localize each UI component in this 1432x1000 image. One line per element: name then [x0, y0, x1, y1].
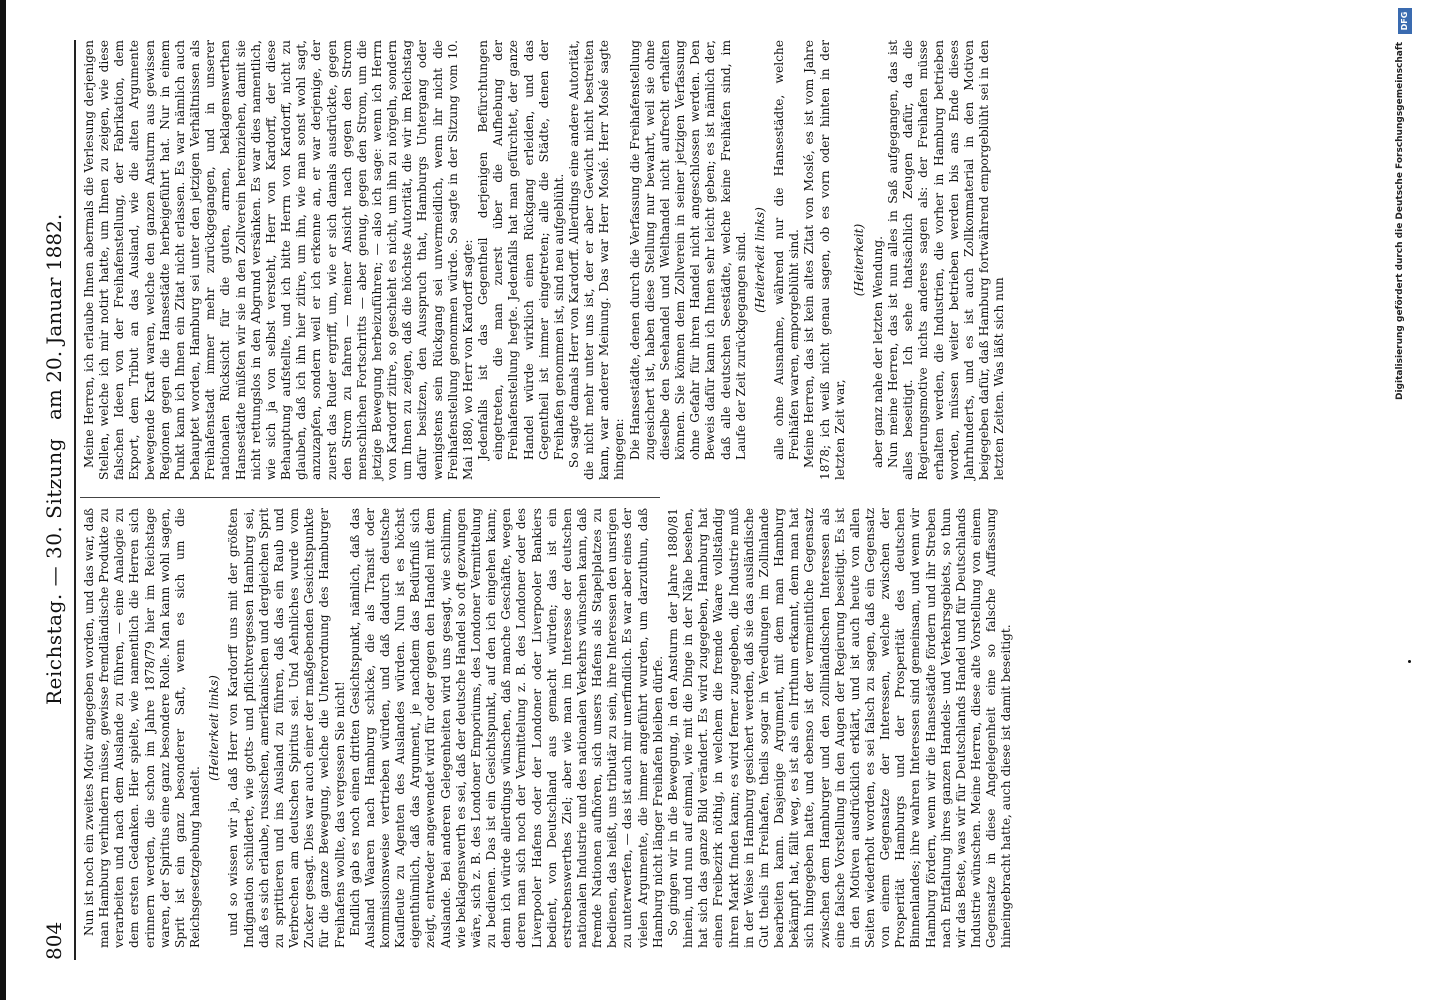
paragraph: aber ganz nahe der letzten Wendung. [870, 236, 885, 468]
right-column [82, 40, 1007, 480]
paragraph: Meine Herren, das ist kein altes Zitat von Moslé, es ist vom Jahre 1878; ich weiß nicht genau sagen, ob es vorn oder hinten in der letzten Zeit war, [802, 40, 847, 480]
paragraph: So sagte damals Herr von Kardorff. Allerdings eine andere Autorität, die nicht mehr unter uns ist, der er aber Gewicht nicht bestreiten kann, war anderer Meinung. Das war Herr Moslé. Herr Moslé sagte hingegen: [567, 40, 627, 480]
quoted-paragraph: Die Hansestädte, denen durch die Verfassung die Freihafenstellung zugesichert ist, haben diese Stellung nur bewahrt, weil sie ohne dieselbe den Seehandel und Welthandel nicht aufrecht erhalten können. Sie können dem Zollverein in seiner jetzigen Verfassung ohne Gefahr für ihren Handel nicht angeschlossen werden. Den Beweis dafür kann ich Ihnen sehr leicht geben; es ist nämlich der, daß alle deutschen Seestädte, welche keine Freihäfen sind, im Laufe der Zeit zurückgegangen sind. [627, 40, 748, 460]
session-date: am 20. Januar 1882. [42, 213, 66, 420]
left-column [82, 508, 1015, 948]
page-number: 804 [42, 921, 66, 960]
paragraph: Nun ist noch ein zweites Motiv angegeben worden, und das war, daß man Hamburg verhindern müsse, gewisse fremdländische Produkte zu verarbeiten und nach dem Auslande zu führen, — eine Analogie zu dem ersten Gedanken. Hier spielte, wie namentlich die Herren sich erinnern werden, die schon im Jahre 1878/79 hier im Reichstage waren, der Spiritus eine ganz besondere Rolle. Man kann wohl sagen, Sprit ist ein ganz besonderer Saft, wenn es sich um die Reichsgesetzgebung handelt. [82, 508, 203, 948]
paragraph: So gingen wir in die Bewegung, in den Ansturm der Jahre 1880/81 hinein, und nun auf einmal, wie mit die Dinge in der Nähe besehen, hat sich das ganze Bild verändert. Es wird zugegeben, Hamburg hat einen Freibezirk nöthig, in welchem die fremde Waare vollständig ihren Markt finden kann; es wird ferner zugegeben, die Industrie muß in der Weise in Hamburg gesichert werden, daß sie das ausländische Gut theils im Freihafen, theils sogar in Veredlungen im Zollinlande bearbeiten kann. Dasjenige Argument, mit dem man Hamburg bekämpft hat, fällt weg, es ist als ein Irrthum erkannt, denn man hat sich hingegeben hatte, und ebenso ist der vermeintliche Gegensatz zwischen dem Hamburger und den zollinländischen Interessen als eine falsche Vorstellung in den Augen der Regierung beseitigt. Es ist in den Motiven ausdrücklich erklärt, und ist auch heute von allen Seiten wiederholt worden, es sei falsch zu sagen, daß ein Gegensatz von einem Gegensatze der Interessen, welche zwischen der Prosperität Hamburgs und der Prosperität des deutschen Binnenlandes; ihre wahren Interessen sind gemeinsam, und wenn wir Hamburg fördern, wenn wir die Hansestädte fördern und ihr Streben nach Entfaltung ihres ganzen Handels- und Verkehrsgebiets, so thun wir das Beste, was wir für Deutschlands Handel und für Deutschlands Industrie wünschen. Meine Herren, diese alte Vorstellung von einem Gegensatze in diese Angelegenheit eine so falsche Auffassung hineingebracht hatte, auch diese ist damit beseitigt. [665, 508, 1014, 948]
column-divider [80, 497, 660, 498]
paragraph: Endlich gab es noch einen dritten Gesichtspunkt, nämlich, daß das Ausland Waaren nach Hamburg schicke, die als Transit oder kommissionsweise vertrieben würden, und daß dadurch deutsche Kaufleute zu Agenten des Auslandes würden. Nun ist es höchst eigenthümlich, daß das Argument, je nachdem das Bedürfniß sich zeigt, entweder angewendet wird für oder gegen den Handel mit dem Auslande. Bei anderen Gelegenheiten wird uns gesagt, wie schlimm, wie beklagenswerth es sei, daß der deutsche Handel so oft gezwungen wäre, sich z. B. des Londoner Emporiums, des Londoner Vermittelung zu bedienen. Das ist ein Gesichtspunkt, auf den ich eingehen kann; denn ich würde allerdings wünschen, daß manche Geschäfte, wegen deren man sich noch der Vermittelung z. B. des Londoner oder des Liverpooler Hafens oder der Londoner oder Liverpooler Bankiers bedient, von Deutschland aus gemacht würden; das ist ein erstrebenswerthes Ziel; aber wie man im Interesse der deutschen nationalen Industrie und des nationalen Verkehrs wünschen kann, daß fremde Nationen aufhören, sich unsers Hafens als Stapelplatzes zu bedienen, das heißt, uns tributär zu sein, ihre Interessen den unsrigen zu unterwerfen, — das ist auch mir unerfindlich. Es war aber eines der vielen Argumente, die immer angeführt wurden, um darzuthun, daß Hamburg nicht länger Freihafen bleiben dürfe. [347, 508, 665, 948]
scan-edge [0, 0, 6, 1000]
dfg-logo: DFG [1398, 8, 1412, 34]
quoted-paragraph: Jedenfalls ist das Gegentheil derjenigen Befürchtungen eingetreten, die man zuerst über die Aufhebung der Freihafenstellung hegte. Jedenfalls hat man gefürchtet, der ganze Handel würde wirklich einen Rückgang erleiden, und das Gegentheil ist immer eingetreten; alle die Städte, denen der Freihafen genommen ist, sind neu aufgeblüht. [476, 40, 566, 460]
page-header [40, 40, 70, 960]
header-rule [74, 40, 76, 960]
paragraph: und so wissen wir ja, daß Herr von Kardorff uns mit der größten Indignation schilderte, wie gotts- und pflichtvergessen Hamburg sei, daß es sich erlaube, russischen, amerikanischen und dergleichen Sprit zu sprittieren und ins Ausland zu führen, daß das ein Raub und Verbrechen am deutschen Spiritus sei. Und Aehnliches wurde vom Zucker gesagt. Dies war auch einer der maßgebenden Gesichtspunkte für die ganze Bewegung, welche die Unterordnung des Hamburger Freihafens wollte, das vergessen Sie nicht! [226, 508, 347, 948]
interjection: (Heiterkeit) [851, 223, 866, 297]
interjection: (Heiterkeit links) [752, 207, 767, 313]
funding-note: Digitalisierung gefördert durch die Deutsche Forschungsgemeinschaft [1395, 41, 1405, 400]
paragraph: Meine Herren, ich erlaube Ihnen abermals die Verlesung derjenigen Stellen, welche ich mir notirt hatte, um Ihnen zu zeigen, wie diese falschen Ideen von der Freihafenstellung, der Fabrikation, dem Export, dem Tribut an das Ausland, wie die alten Argumente bewegende Kraft waren, welche den ganzen Ansturm aus gewissen Regionen gegen die Hansestädte herbeigeführt hat. Nur in einem Punkt kann ich Ihnen ein Zitat nicht erlassen. Es war nämlich auch behauptet worden, Hamburg sei unter den jetzigen Verhältnissen als Freihafenstadt immer mehr zurückgegangen, und in unserer nationalen Rücksicht für die guten, armen, beklagenswerthen Hansestädte müßten wir sie in den Zollverein hereinziehen, damit sie nicht rettungslos in den Abgrund versänken. Es war dies namentlich, wie sich ja von selbst versteht, Herr von Kardorff, der diese Behauptung aufstellte, und ich bitte Herrn von Kardorff, nicht zu glauben, daß ich ihn hier zitire, um ihn, wie man sonst wohl sagt, anzuzapfen, sondern weil er ich erkenne an, er war derjenige, der zuerst das Ruder ergriff, um, wie er sich damals ausdrückte, gegen den Strom zu fahren — meiner Ansicht nach gegen den Strom menschlichen Fortschritts — aber genug, gegen den Strom, um die jetzige Bewegung herbeizuführen; — also ich sage: wenn ich Herrn von Kardorff zitire, so geschieht es nicht, um ihn zu nörgeln, sondern um Ihnen zu zeigen, daß die höchste Autorität, die wir im Reichstag dafür besitzen, den Ausspruch that, Hamburgs Untergang oder wenigstens sein Rückgang sei unvermeidlich, wenn ihr nicht die Freihafenstellung genommen würde. So sagte in der Sitzung vom 10. Mai 1880, wo Herr von Kardorff sagte: [82, 40, 475, 480]
interjection: (Heiterkeit links) [207, 675, 222, 781]
paragraph: Nun meine Herren, das ist nun alles in Saß aufgegangen, das ist alles beseitigt. Ich sehe thatsächlich Zeugen dafür, da die Regierungsmotive nichts anderes sagen als: der Freihafen müsse erhalten werden, die Industrien, die vorher in Hamburg betrieben worden, müssen weiter betrieben werden bis ans Ende dieses Jahrhunderts, und es ist auch Zollkonmaterial in den Motiven beigegeben dafür, daß Hamburg fortwährend emporgeblüht sei in den letzten Zeiten. Was läßt sich nun [886, 40, 1007, 480]
scan-speck [1408, 660, 1411, 663]
quoted-paragraph: alle ohne Ausnahme, während nur die Hansestädte, welche Freihäfen waren, emporgeblüht sind. [772, 40, 802, 460]
section-title: Reichstag. — 30. Sitzung [42, 438, 66, 705]
